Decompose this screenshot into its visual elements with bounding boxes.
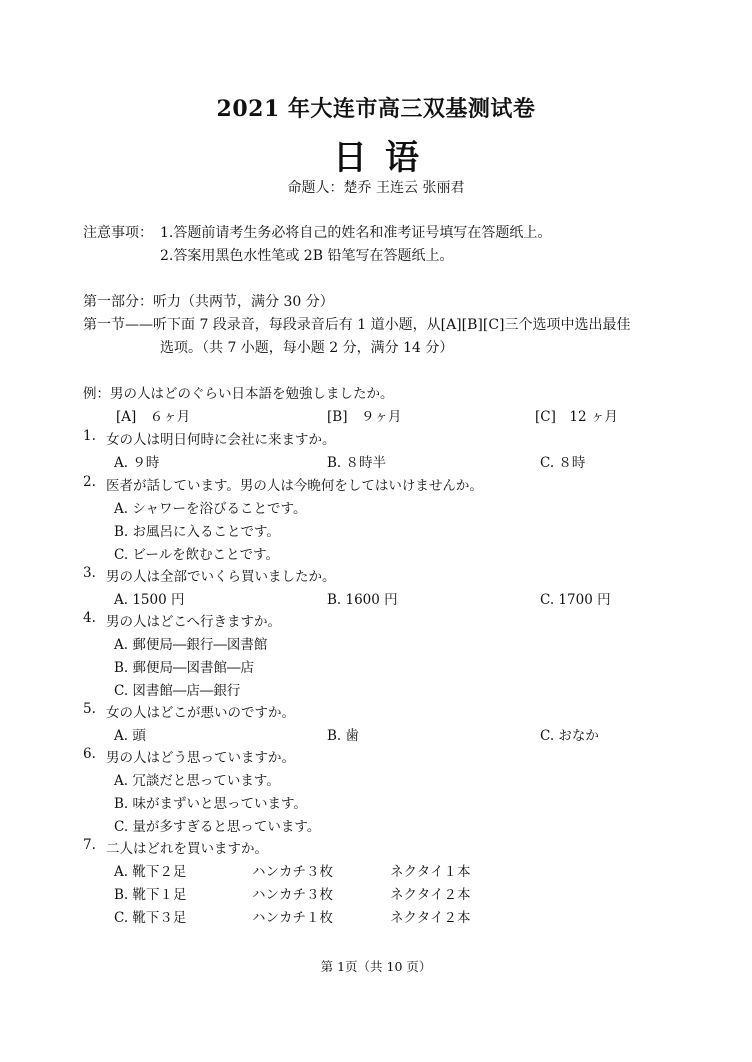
option-b: B. ８時半 [327, 455, 387, 471]
question-text: 女の人は明日何時に会社に来ますか。 [106, 432, 336, 448]
option-a-handkerchief: ハンカチ３枚 [252, 864, 333, 880]
option-b: B. 味がまずいと思っています。 [114, 796, 307, 812]
option-b: B. 1600 円 [327, 592, 398, 608]
option-b: B. お風呂に入ることです。 [114, 524, 280, 540]
option-c: C. おなか [540, 728, 599, 744]
question-number: 6. [83, 746, 96, 762]
question-number: 3. [83, 565, 96, 581]
section1-instruction-line1: 第一节——听下面 7 段录音，每段录音后有 1 道小题，从[A][B][C]三个选项中选出最佳 [83, 317, 631, 333]
option-b-handkerchief: ハンカチ３枚 [252, 887, 333, 903]
example-option-a: [A] ６ヶ月 [116, 409, 191, 425]
option-a: A. ９時 [114, 455, 160, 471]
part1-heading: 第一部分：听力（共两节，满分 30 分） [83, 294, 334, 310]
question-text: 男の人は全部でいくら買いましたか。 [106, 569, 336, 585]
question-text: 女の人はどこが悪いのですか。 [106, 705, 295, 721]
option-a: A. 1500 円 [114, 592, 185, 608]
question-text: 二人はどれを買いますか。 [106, 841, 268, 857]
option-c: C. ８時 [540, 455, 586, 471]
question-number: 2. [83, 474, 96, 490]
option-a-necktie: ネクタイ１本 [390, 864, 471, 880]
section1-instruction-line2: 选项。（共 7 小题，每小题 2 分，满分 14 分） [160, 340, 454, 356]
option-a: A. 頭 [114, 728, 146, 744]
question-number: 5. [83, 701, 96, 717]
option-c-handkerchief: ハンカチ１枚 [252, 910, 333, 926]
question-number: 4. [83, 610, 96, 626]
page-title: 2021 年大连市高三双基测试卷 [216, 96, 536, 122]
example-question: 例：男の人はどのぐらい日本語を勉強しましたか。 [83, 386, 394, 402]
question-text: 男の人はどう思っていますか。 [106, 750, 295, 766]
subject-title: 日语 [333, 138, 437, 178]
notes-label: 注意事项： [83, 225, 153, 241]
authors-line: 命题人：楚乔 王连云 张丽君 [287, 180, 465, 196]
option-a: A. 冗談だと思っています。 [114, 773, 280, 789]
option-c-socks: C. 靴下３足 [114, 910, 187, 926]
notes-item-1: 1.答题前请考生务必将自己的姓名和准考证号填写在答题纸上。 [160, 225, 552, 241]
page-footer: 第 1页（共 10 页） [320, 959, 432, 974]
option-c: C. 1700 円 [540, 592, 611, 608]
option-a: A. 郵便局―銀行―図書館 [114, 637, 268, 653]
question-text: 男の人はどこへ行きますか。 [106, 614, 281, 630]
option-a-socks: A. 靴下２足 [114, 864, 187, 880]
question-text: 医者が話しています。男の人は今晩何をしてはいけませんか。 [106, 478, 483, 494]
option-b: B. 郵便局―図書館―店 [114, 660, 255, 676]
question-number: 1. [83, 428, 96, 444]
example-option-b: [B] ９ヶ月 [327, 409, 402, 425]
option-b-socks: B. 靴下１足 [114, 887, 187, 903]
option-b: B. 歯 [327, 728, 360, 744]
notes-item-2: 2.答案用黑色水性笔或 2B 铅笔写在答题纸上。 [160, 248, 454, 264]
question-number: 7. [83, 837, 96, 853]
option-c: C. 量が多すぎると思っています。 [114, 819, 321, 835]
option-c-necktie: ネクタイ２本 [390, 910, 471, 926]
example-option-c: [C] 12 ヶ月 [535, 409, 618, 425]
option-c: C. 図書館―店―銀行 [114, 683, 241, 699]
option-a: A. シャワーを浴びることです。 [114, 501, 307, 517]
option-c: C. ビールを飲むことです。 [114, 547, 280, 563]
option-b-necktie: ネクタイ２本 [390, 887, 471, 903]
